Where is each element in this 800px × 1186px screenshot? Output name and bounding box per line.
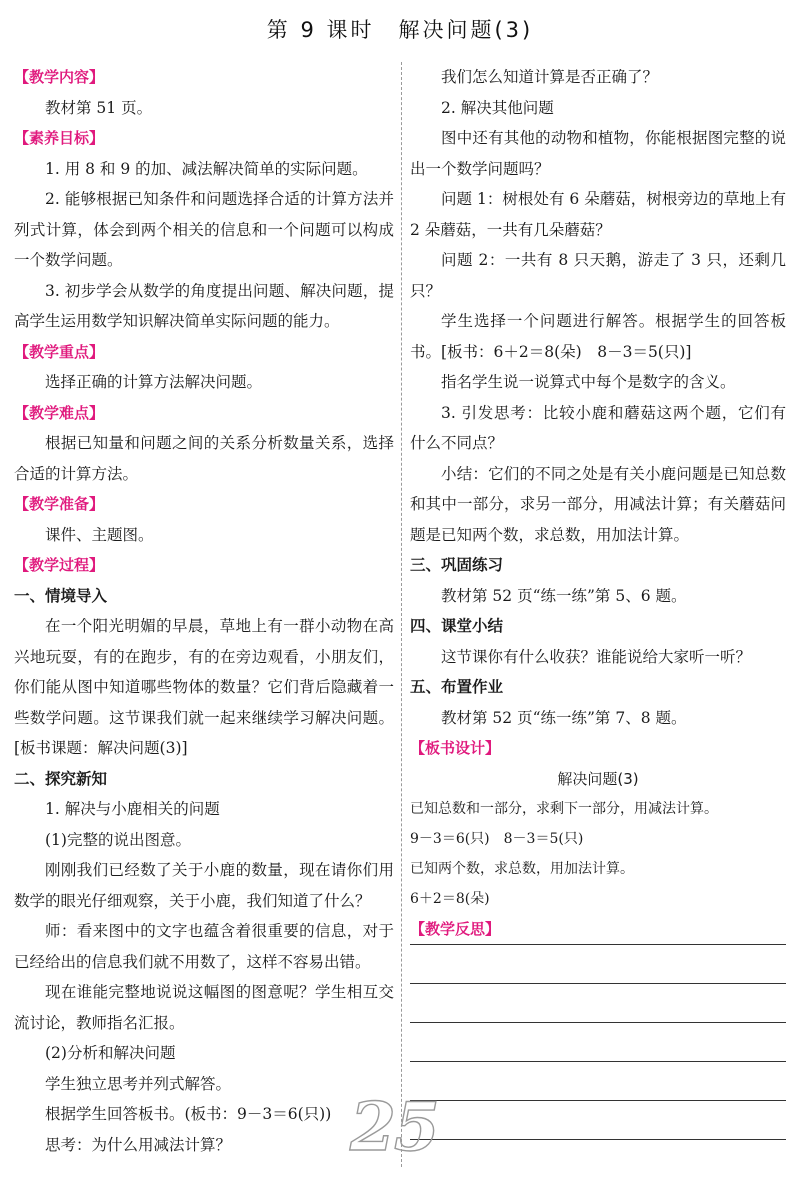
paragraph: 师：看来图中的文字也蕴含着很重要的信息，对于已经给出的信息我们就不用数了，这样不容易出错。 (14, 922, 394, 971)
paragraph: 【教学过程】 (14, 556, 105, 574)
paragraph: 根据已知量和问题之间的关系分析数量关系，选择合适的计算方法。 (14, 434, 394, 483)
paragraph: 1. 用 8 和 9 的加、减法解决简单的实际问题。 (45, 159, 368, 178)
left-column (14, 62, 394, 1160)
paragraph: (2)分析和解决问题 (45, 1044, 176, 1062)
paragraph: (1)完整的说出图意。 (45, 830, 191, 849)
paragraph: 问题 2：一共有 8 只天鹅，游走了 3 只，还剩几只？ (410, 251, 786, 300)
page-number: 25 (350, 1088, 438, 1166)
paragraph: 问题 1：树根处有 6 朵蘑菇，树根旁边的草地上有 2 朵蘑菇，一共有几朵蘑菇？ (410, 190, 786, 239)
paragraph: 根据学生回答板书。(板书：9－3＝6(只)) (45, 1105, 332, 1123)
column-divider (401, 62, 402, 1167)
paragraph: 【板书设计】 (410, 739, 501, 757)
paragraph: 2. 解决其他问题 (441, 98, 554, 117)
paragraph: 选择正确的计算方法解决问题。 (45, 373, 263, 391)
paragraph: 【教学重点】 (14, 342, 105, 361)
paragraph: 3. 引发思考：比较小鹿和蘑菇这两个题，它们有什么不同点？ (410, 403, 786, 452)
paragraph: 教材第 52 页“练一练”第 7、8 题。 (441, 708, 687, 727)
paragraph: 我们怎么知道计算是否正确了？ (441, 68, 659, 86)
paragraph: 现在谁能完整地说说这幅图的图意呢？学生相互交流讨论，教师指名汇报。 (14, 983, 394, 1032)
right-column (410, 62, 786, 945)
writing-line (410, 1101, 786, 1140)
writing-line (410, 1062, 786, 1101)
paragraph: 【教学反思】 (410, 920, 501, 938)
page-title: 第 9 课时 解决问题(3) (266, 18, 534, 42)
paragraph: 一、情境导入 (14, 586, 108, 605)
paragraph: 学生选择一个问题进行解答。根据学生的回答板书。[板书：6＋2＝8(朵) 8－3＝5(只)] (410, 312, 786, 361)
paragraph: 二、探究新知 (14, 769, 108, 788)
paragraph: 教材第 51 页。 (45, 98, 153, 117)
paragraph: 9－3＝6(只) 8－3＝5(只) (410, 831, 584, 847)
paragraph: 2. 能够根据已知条件和问题选择合适的计算方法并列式计算，体会到两个相关的信息和一个问题可以构成一个数学问题。 (14, 190, 394, 269)
writing-line (410, 984, 786, 1023)
paragraph: 解决问题(3) (557, 769, 639, 788)
paragraph: 这节课你有什么收获？谁能说给大家听一听？ (441, 647, 752, 666)
paragraph: 小结：它们的不同之处是有关小鹿问题是已知总数和其中一部分，求另一部分，用减法计算；有关蘑菇问题是已知两个数，求总数，用加法计算。 (410, 464, 786, 544)
writing-line (410, 945, 786, 984)
paragraph: 【教学内容】 (14, 68, 105, 86)
paragraph: 学生独立思考并列式解答。 (45, 1074, 232, 1093)
paragraph: 图中还有其他的动物和植物，你能根据图完整的说出一个数学问题吗？ (410, 129, 786, 178)
paragraph: 【素养目标】 (14, 129, 105, 147)
paragraph: 已知两个数，求总数，用加法计算。 (410, 861, 634, 877)
paragraph: 教材第 52 页“练一练”第 5、6 题。 (441, 586, 687, 605)
paragraph: 已知总数和一部分，求剩下一部分，用减法计算。 (410, 801, 718, 817)
paragraph: 【教学准备】 (14, 495, 105, 513)
paragraph: 1. 解决与小鹿相关的问题 (45, 800, 220, 818)
paragraph: 3. 初步学会从数学的角度提出问题、解决问题，提高学生运用数学知识解决简单实际问题的能力。 (14, 281, 394, 330)
paragraph: 指名学生说一说算式中每个是数字的含义。 (441, 373, 736, 391)
paragraph: 三、巩固练习 (410, 556, 504, 574)
paragraph: 思考：为什么用减法计算？ (45, 1135, 232, 1154)
reflection-writing-lines (410, 906, 786, 1140)
writing-line (410, 906, 786, 945)
writing-line (410, 1023, 786, 1062)
paragraph: 刚刚我们已经数了关于小鹿的数量，现在请你们用数学的眼光仔细观察，关于小鹿，我们知道了什么？ (14, 861, 394, 910)
paragraph: 在一个阳光明媚的早晨，草地上有一群小动物在高兴地玩耍，有的在跑步，有的在旁边观看，小朋友们，你们能从图中知道哪些物体的数量？它们背后隐藏着一些数学问题。这节课我们就一起来继续学习解决问题。[板书课题：解决问题(3)] (14, 617, 394, 757)
paragraph: 6＋2＝8(朵) (410, 891, 490, 907)
paragraph: 【教学难点】 (14, 403, 105, 422)
paragraph: 五、布置作业 (410, 678, 504, 696)
paragraph: 课件、主题图。 (45, 525, 154, 544)
paragraph: 四、课堂小结 (410, 617, 504, 635)
